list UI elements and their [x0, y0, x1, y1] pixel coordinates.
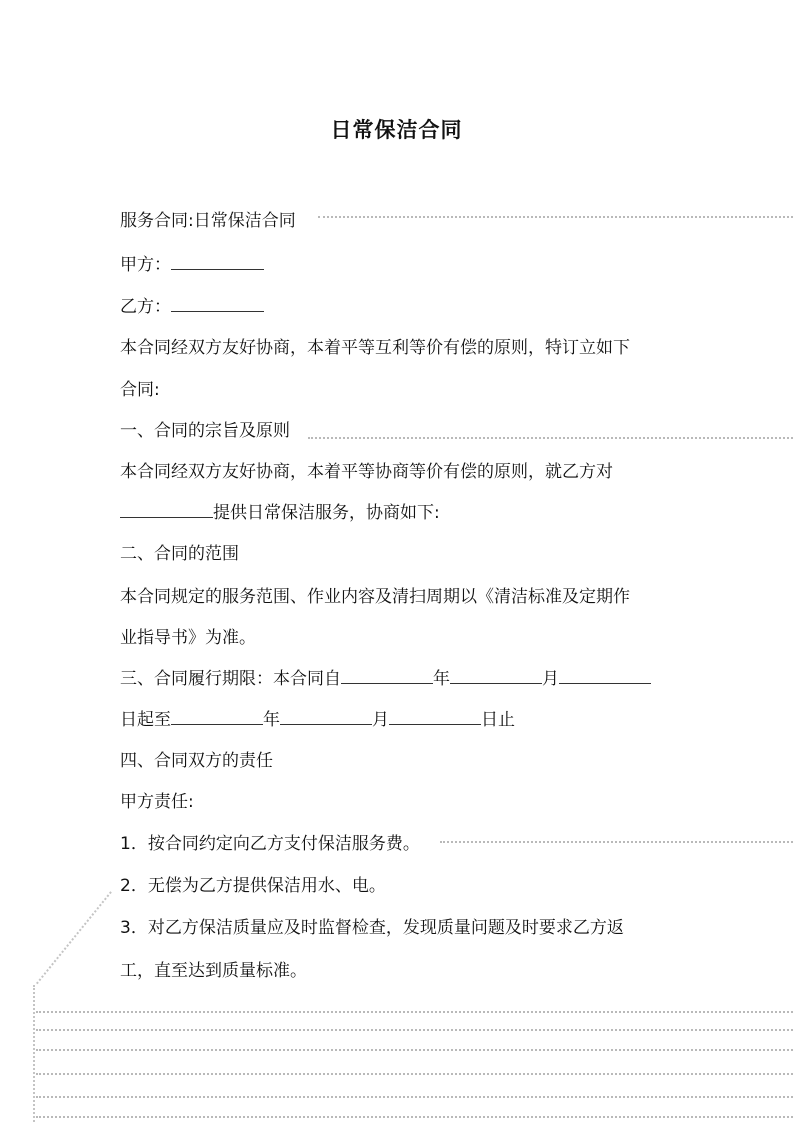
start-day-blank: [559, 667, 651, 684]
duty-item-2: 2．无偿为乙方提供保洁用水、电。: [120, 876, 386, 896]
section-3-line-1: [120, 667, 651, 691]
day-until-label: 日止: [481, 710, 515, 730]
party-b-label: 乙方：: [120, 297, 171, 317]
intro-line-1: 本合同经双方友好协商，本着平等互利等价有偿的原则，特订立如下: [120, 338, 630, 358]
document-title: 日常保洁合同: [330, 118, 463, 142]
dotted-artifact-6: [36, 1049, 793, 1051]
duty-item-3b: 工，直至达到质量标准。: [120, 961, 307, 981]
section-2-title: 二、合同的范围: [120, 544, 239, 564]
section-3-prefix: 三、合同履行期限：本合同自: [120, 669, 341, 689]
section-4-title: 四、合同双方的责任: [120, 751, 273, 771]
end-month-blank: [280, 708, 372, 725]
section-1-text-2: 提供日常保洁服务，协商如下:: [213, 503, 440, 523]
intro-line-2: 合同:: [120, 380, 160, 400]
section-2-text-1: 本合同规定的服务范围、作业内容及清扫周期以《清洁标准及定期作: [120, 587, 630, 607]
section-2-text-2: 业指导书》为准。: [120, 628, 256, 648]
dotted-artifact-8: [36, 1096, 793, 1098]
dotted-artifact-9: [36, 1116, 793, 1118]
party-b-blank: [171, 295, 264, 312]
end-year-label: 年: [263, 710, 280, 730]
party-b-line: [120, 295, 264, 319]
start-year-label: 年: [433, 669, 450, 689]
dotted-artifact-3: [440, 841, 793, 843]
section-1-title: 一、合同的宗旨及原则: [120, 421, 290, 441]
duty-item-1: 1．按合同约定向乙方支付保洁服务费。: [120, 834, 420, 854]
end-month-label: 月: [372, 710, 389, 730]
duty-item-3a: 3．对乙方保洁质量应及时监督检查，发现质量问题及时要求乙方返: [120, 918, 624, 938]
party-a-label: 甲方：: [120, 255, 171, 275]
section-1-text-1: 本合同经双方友好协商，本着平等协商等价有偿的原则，就乙方对: [120, 462, 613, 482]
party-a-duty-title: 甲方责任:: [120, 792, 194, 812]
dotted-artifact-4: [36, 1011, 793, 1013]
party-a-blank: [171, 253, 264, 270]
dotted-artifact-2: [308, 437, 793, 439]
dotted-artifact-vertical: [33, 985, 35, 1122]
start-year-blank: [341, 667, 433, 684]
service-contract-text: 服务合同:日常保洁合同: [120, 211, 296, 231]
section-1-text-2-line: [120, 501, 440, 525]
service-location-blank: [120, 501, 213, 518]
start-month-label: 月: [542, 669, 559, 689]
start-month-blank: [450, 667, 542, 684]
dotted-artifact-5: [36, 1029, 793, 1031]
end-year-blank: [171, 708, 263, 725]
dotted-artifact-diagonal: [36, 891, 112, 984]
dotted-artifact-1: [318, 216, 793, 218]
party-a-line: [120, 253, 264, 277]
end-day-blank: [389, 708, 481, 725]
section-3-line-2: [120, 708, 515, 732]
day-from-label: 日起至: [120, 710, 171, 730]
service-contract-line: [120, 209, 296, 233]
dotted-artifact-7: [36, 1073, 793, 1075]
